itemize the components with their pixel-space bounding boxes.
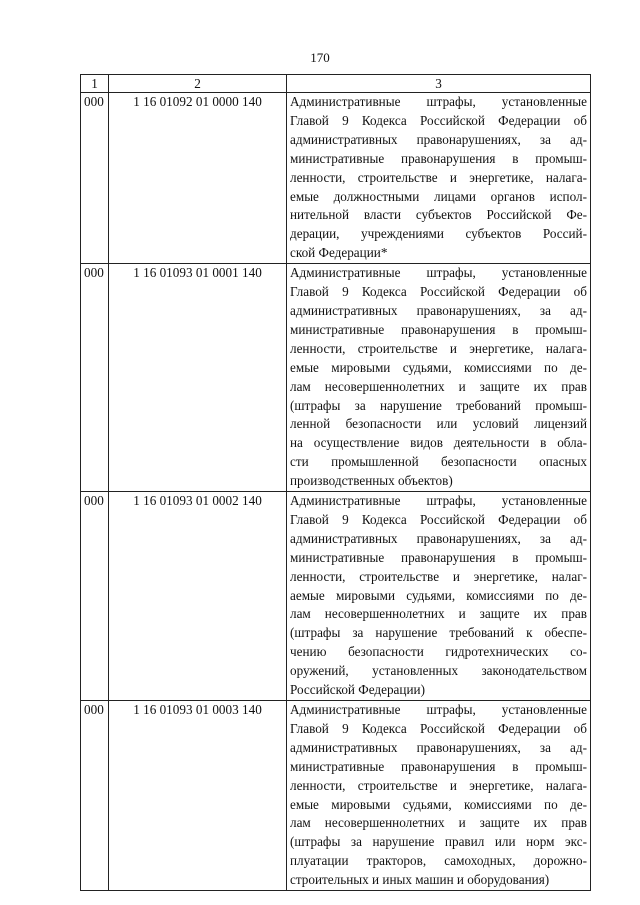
description-line: емые должностными лицами органов испол- — [290, 188, 587, 204]
table-header — [81, 75, 591, 93]
header-col-2: 2 — [109, 75, 287, 93]
description-line: Главой 9 Кодекса Российской Федерации об — [290, 112, 587, 128]
description-line: Административные штрафы, установленные — [290, 702, 587, 717]
description-line: производственных объектов) — [290, 473, 453, 489]
budget-codes-table — [80, 74, 591, 891]
table-row — [81, 264, 591, 492]
description-line: министративные правонарушения в промыш- — [290, 758, 587, 774]
description-line: министративные правонарушения в промыш- — [290, 549, 587, 565]
description-line: административных правонарушениях, за ад- — [290, 530, 587, 546]
table-body — [81, 93, 591, 891]
description-line: чению безопасности гидротехнических со- — [290, 644, 587, 660]
table-row — [81, 701, 591, 891]
description-line: Главой 9 Кодекса Российской Федерации об — [290, 720, 587, 736]
description-line: лам несовершеннолетних и защите их прав — [290, 378, 587, 394]
description-line: нительной власти субъектов Российской Фе- — [290, 207, 587, 223]
description-line: административных правонарушениях, за ад- — [290, 302, 587, 318]
description-line: строительных и иных машин и оборудования) — [290, 872, 550, 888]
description-cell — [287, 264, 591, 492]
description-line: оружений, установленных законодательством — [290, 663, 587, 679]
description-line: ленности, строительстве и энергетике, налага- — [290, 169, 587, 185]
description-line: Административные штрафы, установленные — [290, 94, 587, 109]
page-number: 170 — [310, 50, 330, 65]
admin-code-cell: 000 — [81, 264, 109, 492]
header-col-1: 1 — [81, 75, 109, 93]
table-row — [81, 93, 591, 264]
description-line: на осуществление видов деятельности в обла- — [290, 435, 587, 451]
kbk-cell: 1 16 01093 01 0003 140 — [109, 701, 287, 891]
description-line: аемые мировыми судьями, комиссиями по де- — [290, 587, 587, 603]
description-line: (штрафы за нарушение требований промыш- — [290, 397, 587, 413]
admin-code-cell: 000 — [81, 492, 109, 701]
kbk-cell: 1 16 01092 01 0000 140 — [109, 93, 287, 264]
description-line: емые мировыми судьями, комиссиями по де- — [290, 796, 587, 812]
description-line: лам несовершеннолетних и защите их прав — [290, 815, 587, 831]
description-line: Главой 9 Кодекса Российской Федерации об — [290, 511, 587, 527]
header-col-3: 3 — [287, 75, 591, 93]
description-line: (штрафы за нарушение правил или норм экс- — [290, 834, 587, 850]
description-line: министративные правонарушения в промыш- — [290, 321, 587, 337]
description-line: Административные штрафы, установленные — [290, 493, 587, 509]
description-cell — [287, 492, 591, 701]
description-line: Главой 9 Кодекса Российской Федерации об — [290, 284, 587, 300]
description-line: Административные штрафы, установленные — [290, 265, 587, 281]
description-line: административных правонарушениях, за ад- — [290, 739, 587, 755]
description-line: сти промышленной безопасности опасных — [290, 454, 587, 470]
table-row — [81, 492, 591, 701]
description-cell — [287, 93, 591, 264]
description-line: плуатации тракторов, самоходных, дорожно- — [290, 853, 587, 869]
kbk-cell: 1 16 01093 01 0001 140 — [109, 264, 287, 492]
admin-code-cell: 000 — [81, 701, 109, 891]
description-line: емые мировыми судьями, комиссиями по де- — [290, 359, 587, 375]
description-line: ской Федерации* — [290, 245, 388, 261]
description-line: ленности, строительстве и энергетике, налага- — [290, 777, 587, 793]
description-line: ленности, строительстве и энергетике, налага- — [290, 340, 587, 356]
description-line: лам несовершеннолетних и защите их прав — [290, 606, 587, 622]
kbk-cell: 1 16 01093 01 0002 140 — [109, 492, 287, 701]
description-line: ленной безопасности или условий лицензий — [290, 416, 587, 432]
description-line: административных правонарушениях, за ад- — [290, 131, 587, 147]
description-line: дерации, учреждениями субъектов Россий- — [290, 226, 587, 242]
header-row — [81, 75, 591, 93]
description-line: министративные правонарушения в промыш- — [290, 150, 587, 166]
admin-code-cell: 000 — [81, 93, 109, 264]
description-cell — [287, 701, 591, 891]
description-line: ленности, строительстве и энергетике, налаг- — [290, 568, 587, 584]
description-line: Российской Федерации) — [290, 682, 425, 698]
description-line: (штрафы за нарушение требований к обеспе- — [290, 625, 587, 641]
